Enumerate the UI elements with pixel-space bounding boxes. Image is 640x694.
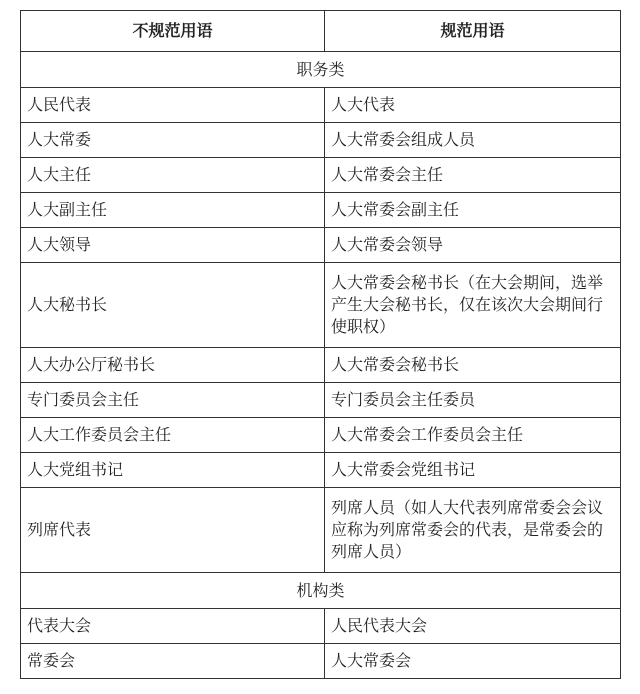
standard-term: 人大常委会秘书长 xyxy=(325,348,621,383)
table-row xyxy=(21,158,621,193)
header-nonstandard: 不规范用语 xyxy=(21,11,325,52)
table-row xyxy=(21,228,621,263)
nonstandard-term: 列席代表 xyxy=(21,488,325,573)
nonstandard-term: 代表大会 xyxy=(21,609,325,644)
table-row xyxy=(21,418,621,453)
table-row xyxy=(21,644,621,679)
standard-term: 人大常委会秘书长（在大会期间，选举产生大会秘书长，仅在该次大会期间行使职权） xyxy=(325,263,621,348)
section-row xyxy=(21,573,621,609)
standard-term: 人大代表 xyxy=(325,88,621,123)
standard-term: 人大常委会 xyxy=(325,644,621,679)
table-row xyxy=(21,348,621,383)
terminology-table-container xyxy=(20,10,620,679)
header-row xyxy=(21,11,621,52)
nonstandard-term: 专门委员会主任 xyxy=(21,383,325,418)
nonstandard-term: 人民代表 xyxy=(21,88,325,123)
terminology-table xyxy=(20,10,621,679)
nonstandard-term: 人大领导 xyxy=(21,228,325,263)
nonstandard-term: 人大主任 xyxy=(21,158,325,193)
nonstandard-term: 人大副主任 xyxy=(21,193,325,228)
standard-term: 专门委员会主任委员 xyxy=(325,383,621,418)
header-standard: 规范用语 xyxy=(325,11,621,52)
nonstandard-term: 常委会 xyxy=(21,644,325,679)
standard-term: 人大常委会副主任 xyxy=(325,193,621,228)
table-row xyxy=(21,88,621,123)
standard-term: 人大常委会主任 xyxy=(325,158,621,193)
standard-term: 人大常委会组成人员 xyxy=(325,123,621,158)
table-row xyxy=(21,383,621,418)
nonstandard-term: 人大办公厅秘书长 xyxy=(21,348,325,383)
standard-term: 人大常委会党组书记 xyxy=(325,453,621,488)
nonstandard-term: 人大常委 xyxy=(21,123,325,158)
standard-term: 人大常委会领导 xyxy=(325,228,621,263)
table-row xyxy=(21,123,621,158)
nonstandard-term: 人大秘书长 xyxy=(21,263,325,348)
section-row xyxy=(21,52,621,88)
nonstandard-term: 人大党组书记 xyxy=(21,453,325,488)
table-row xyxy=(21,609,621,644)
standard-term: 人大常委会工作委员会主任 xyxy=(325,418,621,453)
section-title-positions: 职务类 xyxy=(21,52,621,88)
table-row xyxy=(21,193,621,228)
table-row xyxy=(21,488,621,573)
table-row xyxy=(21,453,621,488)
section-title-institutions: 机构类 xyxy=(21,573,621,609)
table-row xyxy=(21,263,621,348)
standard-term: 列席人员（如人大代表列席常委会会议应称为列席常委会的代表，是常委会的列席人员） xyxy=(325,488,621,573)
nonstandard-term: 人大工作委员会主任 xyxy=(21,418,325,453)
standard-term: 人民代表大会 xyxy=(325,609,621,644)
